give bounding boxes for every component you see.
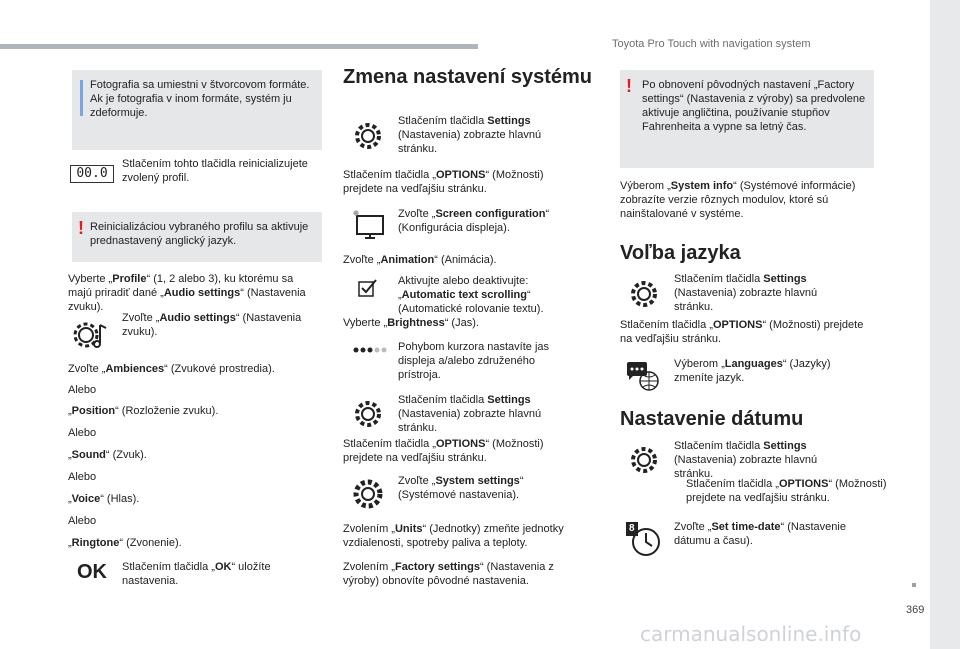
warning-icon: ! — [78, 218, 84, 238]
screen-config-text: Zvoľte „Screen configuration“ (Konfigurácia displeja). — [398, 208, 550, 234]
reset-profile-icon — [72, 164, 112, 184]
options-text-1: Stlačením tlačidla „OPTIONS“ (Možnosti) prejdete na vedľajšiu stránku. — [343, 169, 544, 195]
auto-scroll-text: Aktivujte alebo deaktivujte: „Automatic text scrolling“ (Automatické rolovanie textu). — [398, 275, 544, 315]
ambiences-text: Zvoľte „Ambiences“ (Zvukové prostredia). — [68, 363, 275, 375]
ok-button-icon: OK — [77, 560, 107, 583]
warn-box-profile — [72, 212, 322, 262]
position-text: „Position“ (Rozloženie zvuku). — [68, 405, 219, 417]
page-header-title: Toyota Pro Touch with navigation system — [612, 38, 811, 50]
system-info-text: Výberom „System info“ (Systémové informácie) zobrazíte verzie rôznych modulov, ktoré sú nainštalované v systéme. — [620, 180, 856, 220]
language-settings-text: Stlačením tlačidla Settings (Nastavenia) zobrazte hlavnú stránku. — [674, 273, 818, 313]
clock-badge-number: 8 — [629, 523, 635, 534]
gear-icon — [626, 276, 662, 312]
page-number: 369 — [906, 604, 925, 616]
audio-settings-text: Zvoľte „Audio settings“ (Nastavenia zvuku). — [122, 312, 302, 338]
brightness-text: Vyberte „Brightness“ (Jas). — [343, 317, 479, 329]
animation-text: Zvoľte „Animation“ (Animácia). — [343, 254, 497, 266]
ok-text: Stlačením tlačidla „OK“ uložíte nastavenia. — [122, 561, 271, 587]
warn-box-factory — [620, 70, 874, 168]
screen-config-icon — [350, 206, 388, 244]
system-settings-text: Zvoľte „System settings“ (Systémové nastavenia). — [398, 475, 524, 501]
info-icon — [80, 80, 83, 116]
info-box-text: Fotografia sa umiestni v štvorcovom formáte. Ak je fotografia v inom formáte, systém ju zdeformuje. — [90, 79, 310, 119]
units-text: Zvolením „Units“ (Jednotky) zmeňte jednotky vzdialenosti, spotreby paliva a teploty. — [343, 523, 564, 549]
settings-text-2: Stlačením tlačidla Settings (Nastavenia) zobrazte hlavnú stránku. — [398, 394, 542, 434]
sound-text: „Sound“ (Zvuk). — [68, 449, 147, 461]
slider-dots-icon — [350, 344, 390, 356]
gear-icon — [626, 442, 662, 478]
settings-text-1: Stlačením tlačidla Settings (Nastavenia) zobrazte hlavnú stránku. — [398, 115, 542, 155]
or-text: Alebo — [68, 471, 97, 483]
checkbox-icon — [354, 276, 382, 300]
page-dot-marker — [912, 583, 916, 587]
info-box-photo — [72, 70, 322, 150]
gear-icon — [350, 396, 386, 432]
watermark: carmanualsonline.info — [640, 622, 862, 646]
reset-icon-label: 00.0 — [70, 165, 113, 183]
top-rule — [0, 44, 478, 49]
warn-box-factory-text: Po obnovení pôvodných nastavení „Factory settings“ (Nastavenia z výroby) sa predvolene aktivuje angličtina, používanie stupňov Fahrenheita a vypne sa letný čas. — [642, 79, 866, 133]
reset-profile-text: Stlačením tohto tlačidla reinicializujete zvolený profil. — [122, 158, 308, 184]
warning-icon: ! — [626, 76, 632, 96]
system-settings-gear-icon — [350, 476, 386, 512]
section-heading-language: Voľba jazyka — [620, 242, 741, 264]
section-heading-date: Nastavenie dátumu — [620, 408, 804, 430]
profile-paragraph: Vyberte „Profile“ (1, 2 alebo 3), ku ktorému sa majú priradiť dané „Audio settings“ (Nastavenia zvuku). — [68, 273, 306, 313]
or-text: Alebo — [68, 384, 97, 396]
audio-settings-icon — [72, 316, 110, 354]
clock-icon — [624, 520, 664, 558]
set-time-date-text: Zvoľte „Set time-date“ (Nastavenie dátumu a času). — [674, 521, 846, 547]
gear-icon — [350, 118, 386, 154]
or-text: Alebo — [68, 515, 97, 527]
language-options-text: Stlačením tlačidla „OPTIONS“ (Možnosti) prejdete na vedľajšiu stránku. — [620, 319, 864, 345]
side-strip — [930, 0, 960, 649]
cursor-brightness-text: Pohybom kurzora nastavíte jas displeja a/alebo združeného prístroja. — [398, 341, 550, 381]
section-heading-system: Zmena nastavení systému — [343, 66, 592, 88]
languages-text: Výberom „Languages“ (Jazyky) zmeníte jazyk. — [674, 358, 831, 384]
factory-settings-text: Zvolením „Factory settings“ (Nastavenia z výroby) obnovíte pôvodné nastavenia. — [343, 561, 554, 587]
languages-icon — [624, 358, 662, 394]
date-settings-text: Stlačením tlačidla Settings (Nastavenia) zobrazte hlavnú stránku. — [674, 440, 818, 480]
warn-box-text: Reinicializáciou vybraného profilu sa aktivuje prednastavený anglický jazyk. — [90, 221, 309, 247]
options-text-2: Stlačením tlačidla „OPTIONS“ (Možnosti) prejdete na vedľajšiu stránku. — [343, 438, 544, 464]
or-text: Alebo — [68, 427, 97, 439]
ringtone-text: „Ringtone“ (Zvonenie). — [68, 537, 182, 549]
voice-text: „Voice“ (Hlas). — [68, 493, 140, 505]
date-options-text: Stlačením tlačidla „OPTIONS“ (Možnosti) prejdete na vedľajšiu stránku. — [686, 478, 887, 504]
